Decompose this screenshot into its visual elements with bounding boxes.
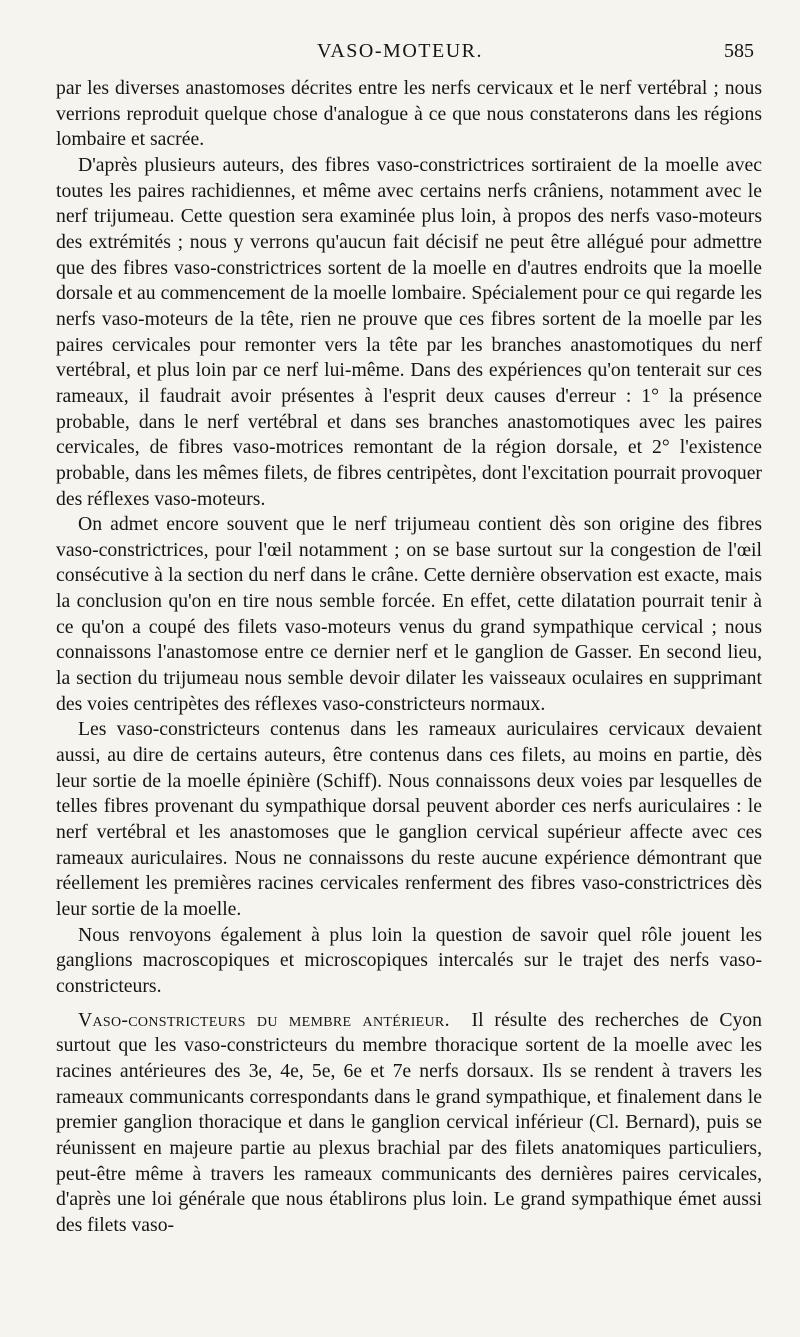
- running-title: VASO-MOTEUR.: [317, 40, 483, 62]
- page-header: [0, 40, 800, 70]
- section-heading: Vaso-constricteurs du membre antérieur.: [78, 1008, 450, 1031]
- paragraph-continuation: par les diverses anastomoses décrites entre les nerfs cervicaux et le nerf vertébral ; nous verrions reproduit quelque chose d'analogue à ce que nous constaterons dans les régions lombaire et sacrée.: [56, 77, 762, 151]
- paragraph: On admet encore souvent que le nerf trijumeau contient dès son origine des fibres vaso-constrictrices, pour l'œil notamment ; on se base surtout sur la congestion de l'œil consécutive à la section du nerf dans le crâne. Cette dernière observation est exacte, mais la conclusion qu'on en tire nous semble forcée. En effet, cette dilatation pourrait tenir à ce qu'on a coupé des filets vaso-moteurs venus du grand sympathique cervical ; nous connaissons l'anastomose entre ce dernier nerf et le ganglion de Gasser. En second lieu, la section du trijumeau nous semble devoir dilater les vaisseaux oculaires en supprimant des voies centripètes des réflexes vaso-constricteurs normaux.: [56, 513, 762, 715]
- section-text: Il résulte des recherches de Cyon surtout que les vaso-constricteurs du membre thoracique sortent de la moelle avec les racines antérieures des 3e, 4e, 5e, 6e et 7e nerfs dorsaux. Ils se rendent à travers les rameaux communicants correspondants dans le grand sympathique, et finalement dans le premier ganglion thoracique et dans le ganglion cervical inférieur (Cl. Bernard), puis se réunissent en majeure partie au plexus brachial par des filets anatomiques particuliers, peut-être même à travers les rameaux communicants des dernières paires cervicales, d'après une loi générale que nous établirons plus loin. Le grand sympathique émet aussi des filets vaso-: [56, 1008, 762, 1236]
- paragraph: Les vaso-constricteurs contenus dans les rameaux auriculaires cervicaux devaient aussi, au dire de certains auteurs, être contenus dans ces filets, au moins en partie, dès leur sortie de la moelle épinière (Schiff). Nous connaissons deux voies par lesquelles de telles fibres provenant du sympathique dorsal peuvent aborder ces nerfs auriculaires : le nerf vertébral et les anastomoses que le ganglion cervical supérieur affecte avec ces rameaux auriculaires. Nous ne connaissons du reste aucune expérience démontrant que réellement les premières racines cervicales renferment des fibres vaso-constrictrices dès leur sortie de la moelle.: [56, 718, 762, 920]
- paragraph: Nous renvoyons également à plus loin la question de savoir quel rôle jouent les ganglions macroscopiques et microscopiques intercalés sur le trajet des nerfs vaso-constricteurs.: [56, 923, 762, 997]
- body-text: [56, 76, 762, 1239]
- page-number: 585: [724, 40, 754, 62]
- section-paragraph: [56, 1008, 762, 1239]
- paragraph: D'après plusieurs auteurs, des fibres vaso-constrictrices sortiraient de la moelle avec toutes les paires rachidiennes, et même avec certains nerfs crâniens, notamment avec le nerf trijumeau. Cette question sera examinée plus loin, à propos des nerfs vaso-moteurs des extrémités ; nous y verrons qu'aucun fait décisif ne peut être allégué pour admettre que des fibres vaso-constrictrices sortent de la moelle en d'autres endroits que la moelle dorsale et au commencement de la moelle lombaire. Spécialement pour ce qui regarde les nerfs vaso-moteurs de la tête, rien ne prouve que ces fibres sortent de la moelle par les paires cervicales pour remonter vers la tête par les branches anastomotiques du nerf vertébral, et plus loin par ce nerf lui-même. Dans des expériences qu'on tenterait sur ces rameaux, il faudrait avoir présentes à l'esprit deux causes d'erreur : 1° la présence probable, dans le nerf vertébral et dans ses branches anastomotiques avec les paires cervicales, de fibres vaso-motrices remontant de la région dorsale, et 2° l'existence probable, dans les mêmes filets, de fibres centripètes, dont l'excitation pourrait provoquer des réflexes vaso-moteurs.: [56, 153, 762, 510]
